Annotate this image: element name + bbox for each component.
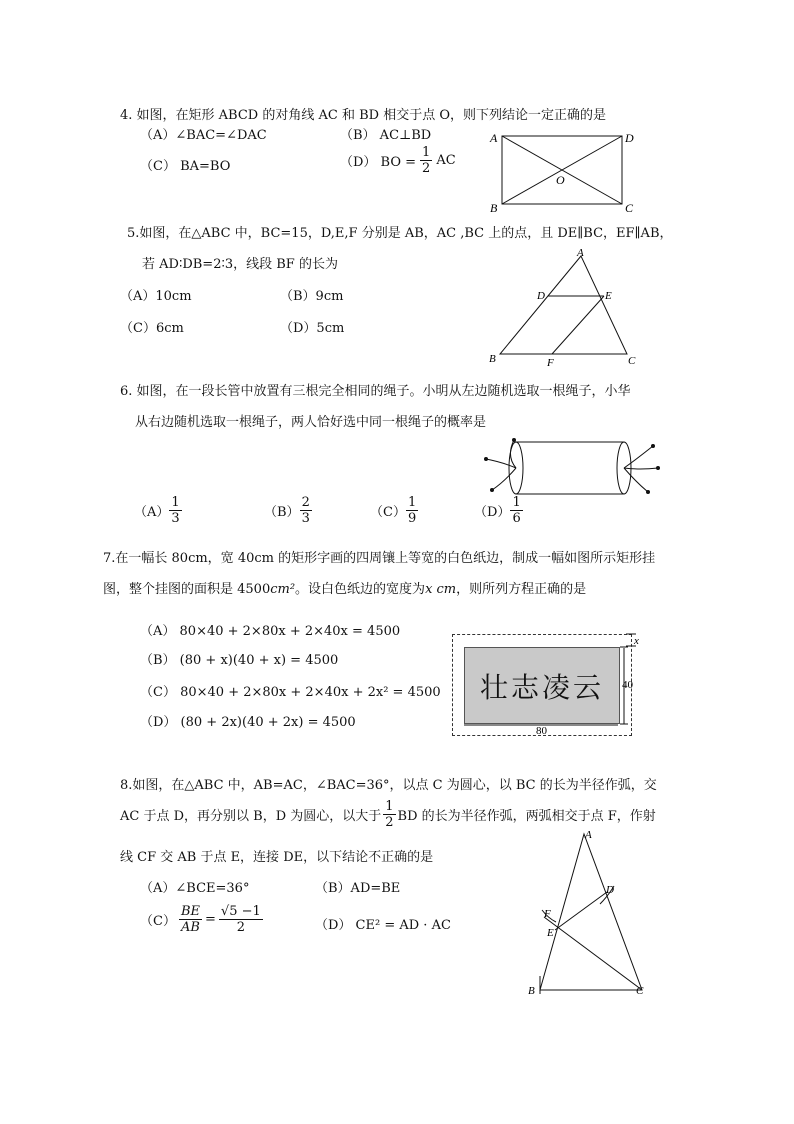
q5-stem-line2: 若 AD∶DB=2∶3，线段 BF 的长为 [142,257,338,272]
q5-option-b: （B）9cm [280,289,344,304]
q8-half-num: 1 [385,799,394,814]
height-label: 40 [622,679,633,691]
rope-end-dot [651,444,655,448]
label-c: C [625,201,634,214]
q5-option-c: （C）6cm [120,321,184,336]
q6-option-d-den: 6 [512,511,521,526]
q8-stem-line1: 8.如图，在△ABC 中，AB=AC，∠BAC=36°，以点 C 为圆心，以 BC 的长为半径作弧，交 [120,778,657,793]
q6-option-a-den: 3 [171,511,180,526]
label-a: A [577,247,584,259]
q5-triangle-figure [486,246,641,368]
label-e: E [547,927,554,939]
label-d: D [625,131,634,145]
rope-end-dot [646,490,650,494]
q4-option-a: （A）∠BAC=∠DAC [140,128,267,143]
margin-label: x [634,635,639,647]
q8-option-c-num: BE [180,904,200,919]
q7-stem-line2-a: 图，整个挂图的面积是 4500 [103,582,271,597]
q6-option-d-label: （D） [474,505,511,520]
q6-option-b [264,496,312,525]
q6-option-c-den: 9 [407,511,417,526]
q6-option-b-den: 3 [301,511,310,526]
label-d: D [606,884,614,896]
q8-stem-line2 [120,800,656,829]
q4-option-d-den: 2 [422,161,431,176]
q5-option-d: （D）5cm [280,321,345,336]
rope-end-dot [484,457,488,461]
q6-stem-line2: 从右边随机选取一根绳子，两人恰好选中同一根绳子的概率是 [135,415,487,430]
q8-option-c-value-den: 2 [236,920,245,935]
q7-stem-line2-b: 。设白色纸边的宽度为 [295,582,426,597]
ray-cf [544,917,642,990]
q8-triangle-figure [524,826,654,1002]
q7-painting-text: 壮志凌云 [479,670,604,704]
label-a: A [490,131,498,145]
q6-option-b-fraction [300,496,312,525]
label-c: C [628,355,636,367]
q8-option-c-value-num: √5 −1 [220,904,261,919]
width-label: 80 [536,725,547,737]
rope-left-3 [492,468,516,490]
q6-option-a-fraction [169,496,181,525]
q7-stem-line1: 7.在一幅长 80cm，宽 40cm 的矩形字画的四周镶上等宽的白色纸边，制成一幅如图所示矩形挂 [103,551,656,566]
q4-option-d-suffix: AC [436,153,456,168]
q7-unit: cm² [270,582,296,597]
q7-stem-line2 [103,578,586,597]
q7-option-c: （C） 80×40 + 2×80x + 2×40x + 2x² = 4500 [140,685,441,700]
q6-option-d [474,496,523,525]
q5-option-a: （A）10cm [120,289,192,304]
q4-option-b: （B） AC⊥BD [340,128,432,143]
label-d: D [537,290,545,302]
q8-option-c-label: （C） [140,914,176,929]
q6-option-a-label: （A） [134,505,170,520]
segment-ef [552,296,604,354]
q7-option-d: （D） (80 + 2x)(40 + 2x) = 4500 [140,715,356,730]
q8-half-den: 2 [385,815,394,830]
rope-end-dot [656,466,660,470]
q6-option-c [370,496,418,525]
q7-dimension-lines [452,630,652,740]
label-a: A [585,829,592,841]
label-f: F [547,357,554,368]
label-f: F [544,908,551,920]
q8-stem-line2-b: BD 的长为半径作弧，两弧相交于点 F，作射 [397,809,656,824]
q8-stem-line2-a: AC 于点 D，再分别以 B，D 为圆心，以大于 [120,809,382,824]
q8-option-a: （A）∠BCE=36° [140,881,250,896]
q4-option-d-fraction [420,146,432,175]
q8-option-c-value [219,905,263,934]
q6-option-c-num: 1 [407,495,417,510]
rope-end-dot [512,438,516,442]
label-b: B [528,985,535,997]
q6-option-c-label: （C） [370,505,406,520]
q4-option-c: （C） BA=BO [140,159,231,174]
rope-right-3 [624,468,648,492]
q4-option-d [340,146,456,175]
label-e: E [605,290,612,302]
triangle-abc [500,256,627,354]
q6-stem-line1: 6. 如图，在一段长管中放置有三根完全相同的绳子。小明从左边随机选取一根绳子，小华 [120,384,631,399]
q8-option-d: （D） CE² = AD · AC [315,918,451,933]
q7-variable: x cm [425,582,457,597]
q7-stem-line2-c: ，则所列方程正确的是 [456,582,587,597]
q6-option-a [134,496,182,525]
label-o: O [556,173,565,187]
q8-option-c [140,905,263,934]
q6-tube-figure [478,432,668,504]
q8-option-b: （B）AD=BE [315,881,401,896]
rope-end-dot [490,488,494,492]
label-b: B [489,353,496,365]
q6-option-c-fraction [406,496,418,525]
q4-rectangle-figure [486,126,636,214]
q6-option-b-num: 2 [301,495,310,510]
q8-half-fraction [383,800,395,829]
q7-option-b: （B） (80 + x)(40 + x) = 4500 [140,653,339,668]
label-c: C [636,985,644,997]
q8-option-c-ratio [179,905,202,934]
q4-option-d-num: 1 [422,145,431,160]
tube-right-end-back [617,442,624,494]
label-b: B [490,201,498,214]
q8-option-c-den: AB [181,920,200,935]
q8-stem-line3: 线 CF 交 AB 于点 E，连接 DE，以下结论不正确的是 [120,850,434,865]
q6-option-b-label: （B） [264,505,300,520]
q7-option-a: （A） 80×40 + 2×80x + 2×40x = 4500 [140,624,401,639]
rope-right-2 [624,468,658,469]
q6-option-d-num: 1 [512,495,521,510]
triangle-abc [540,834,642,990]
q6-option-d-fraction [510,496,522,525]
q5-stem-line1: 5.如图，在△ABC 中，BC=15，D,E,F 分别是 AB，AC ,BC 上的点，且 DE∥BC，EF∥AB， [127,226,673,241]
q6-option-a-num: 1 [171,495,180,510]
q4-option-d-prefix: （D） BO = [340,155,417,170]
q8-option-c-equals: = [205,912,216,927]
q4-stem: 4. 如图，在矩形 ABCD 的对角线 AC 和 BD 相交于点 O，则下列结论一定正确的是 [120,108,606,123]
